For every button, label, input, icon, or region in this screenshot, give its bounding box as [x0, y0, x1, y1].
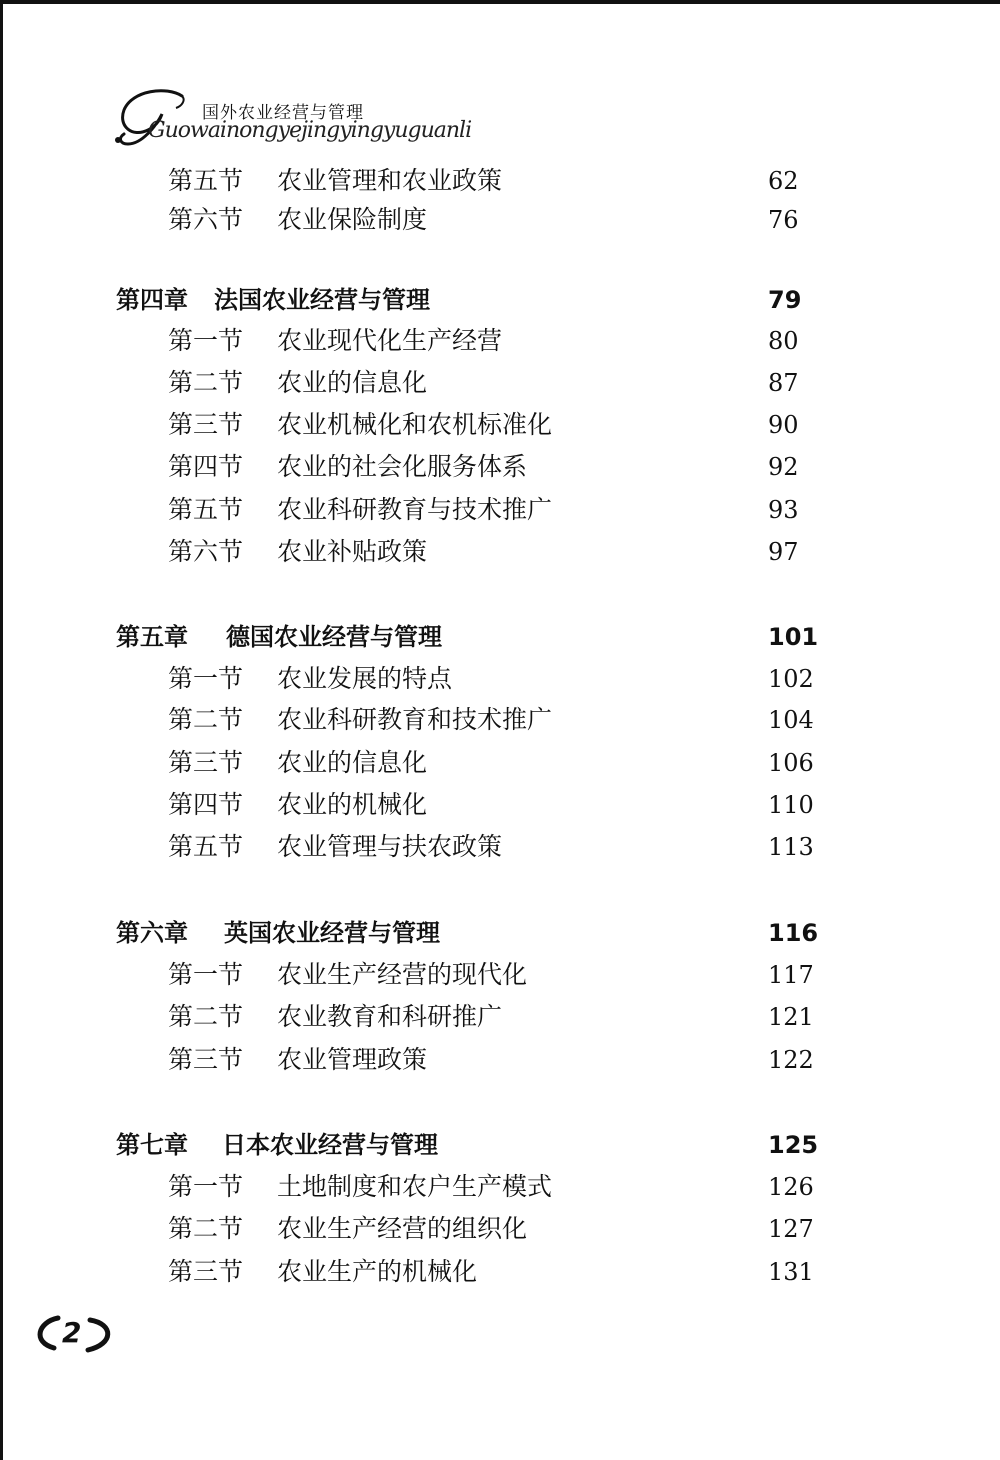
section-label: 第六节	[168, 205, 244, 234]
section-label: 第三节	[168, 748, 244, 777]
section-page-number: 102	[768, 665, 814, 693]
chapter-page-number: 116	[768, 919, 819, 947]
section-page-number: 87	[768, 369, 799, 397]
section-label: 第二节	[168, 1002, 244, 1031]
section-page-number: 117	[768, 961, 814, 989]
section-title: 农业管理政策	[277, 1045, 428, 1074]
toc-section-row[interactable]	[0, 958, 1000, 998]
section-label: 第三节	[168, 1045, 244, 1074]
chapter-page-number: 101	[768, 623, 819, 651]
toc-section-row[interactable]	[0, 703, 1000, 743]
toc-section-row[interactable]	[0, 366, 1000, 406]
toc-section-row[interactable]	[0, 450, 1000, 490]
section-title: 农业科研教育与技术推广	[277, 495, 553, 524]
section-title: 农业的信息化	[277, 748, 428, 777]
section-label: 第三节	[168, 410, 244, 439]
section-page-number: 110	[768, 791, 814, 819]
section-title: 农业管理与扶农政策	[277, 832, 503, 861]
toc-chapter-row[interactable]	[0, 620, 1000, 660]
section-page-number: 92	[768, 453, 799, 481]
section-title: 土地制度和农户生产模式	[277, 1172, 553, 1201]
section-page-number: 126	[768, 1173, 814, 1201]
section-page-number: 131	[768, 1258, 814, 1286]
section-title: 农业生产经营的现代化	[277, 960, 528, 989]
section-label: 第三节	[168, 1257, 244, 1286]
toc-section-row[interactable]	[0, 164, 1000, 204]
toc-section-row[interactable]	[0, 1255, 1000, 1295]
section-title: 农业现代化生产经营	[277, 326, 503, 355]
section-label: 第四节	[168, 452, 244, 481]
section-page-number: 90	[768, 411, 799, 439]
page-number-badge	[28, 1314, 118, 1354]
section-title: 农业的社会化服务体系	[277, 452, 528, 481]
toc-section-row[interactable]	[0, 1170, 1000, 1210]
section-label: 第一节	[168, 664, 244, 693]
section-page-number: 106	[768, 749, 814, 777]
section-page-number: 113	[768, 833, 814, 861]
toc-section-row[interactable]	[0, 203, 1000, 243]
section-title: 农业发展的特点	[277, 664, 453, 693]
section-label: 第五节	[168, 832, 244, 861]
section-page-number: 93	[768, 496, 799, 524]
toc-section-row[interactable]	[0, 535, 1000, 575]
toc-chapter-row[interactable]	[0, 916, 1000, 956]
toc-section-row[interactable]	[0, 408, 1000, 448]
section-title: 农业的机械化	[277, 790, 428, 819]
toc-section-row[interactable]	[0, 324, 1000, 364]
chapter-title: 日本农业经营与管理	[222, 1131, 438, 1159]
section-title: 农业生产的机械化	[277, 1257, 478, 1286]
section-title: 农业补贴政策	[277, 537, 428, 566]
section-title: 农业机械化和农机标准化	[277, 410, 553, 439]
section-label: 第四节	[168, 790, 244, 819]
chapter-label: 第五章	[116, 623, 188, 651]
toc-section-row[interactable]	[0, 1043, 1000, 1083]
toc-section-row[interactable]	[0, 830, 1000, 870]
chapter-title: 英国农业经营与管理	[224, 919, 440, 947]
section-label: 第一节	[168, 1172, 244, 1201]
chapter-label: 第七章	[116, 1131, 188, 1159]
chapter-title: 法国农业经营与管理	[214, 286, 430, 314]
section-page-number: 104	[768, 706, 814, 734]
section-title: 农业保险制度	[277, 205, 428, 234]
section-page-number: 127	[768, 1215, 814, 1243]
section-label: 第二节	[168, 368, 244, 397]
toc-section-row[interactable]	[0, 662, 1000, 702]
chapter-label: 第四章	[116, 286, 188, 314]
section-label: 第二节	[168, 1214, 244, 1243]
section-page-number: 76	[768, 206, 799, 234]
chapter-label: 第六章	[116, 919, 188, 947]
toc-chapter-row[interactable]	[0, 1128, 1000, 1168]
toc-section-row[interactable]	[0, 493, 1000, 533]
chapter-page-number: 79	[768, 286, 802, 314]
page-number: 2	[62, 1316, 82, 1349]
section-title: 农业的信息化	[277, 368, 428, 397]
toc-section-row[interactable]	[0, 1212, 1000, 1252]
toc-section-row[interactable]	[0, 1000, 1000, 1040]
toc-section-row[interactable]	[0, 746, 1000, 786]
section-label: 第二节	[168, 705, 244, 734]
toc-section-row[interactable]	[0, 788, 1000, 828]
section-page-number: 121	[768, 1003, 814, 1031]
section-label: 第五节	[168, 495, 244, 524]
section-label: 第五节	[168, 166, 244, 195]
section-page-number: 62	[768, 167, 799, 195]
chapter-title: 德国农业经营与管理	[226, 623, 442, 651]
running-header-title: 国外农业经营与管理	[202, 103, 364, 123]
section-label: 第一节	[168, 960, 244, 989]
section-label: 第一节	[168, 326, 244, 355]
section-page-number: 122	[768, 1046, 814, 1074]
running-header-pinyin: Guowainongyejingyingyuguanli	[148, 118, 472, 143]
section-title: 农业科研教育和技术推广	[277, 705, 553, 734]
toc-chapter-row[interactable]	[0, 283, 1000, 323]
section-page-number: 97	[768, 538, 799, 566]
section-title: 农业生产经营的组织化	[277, 1214, 528, 1243]
section-title: 农业教育和科研推广	[277, 1002, 503, 1031]
section-page-number: 80	[768, 327, 799, 355]
chapter-page-number: 125	[768, 1131, 819, 1159]
section-label: 第六节	[168, 537, 244, 566]
section-title: 农业管理和农业政策	[277, 166, 503, 195]
